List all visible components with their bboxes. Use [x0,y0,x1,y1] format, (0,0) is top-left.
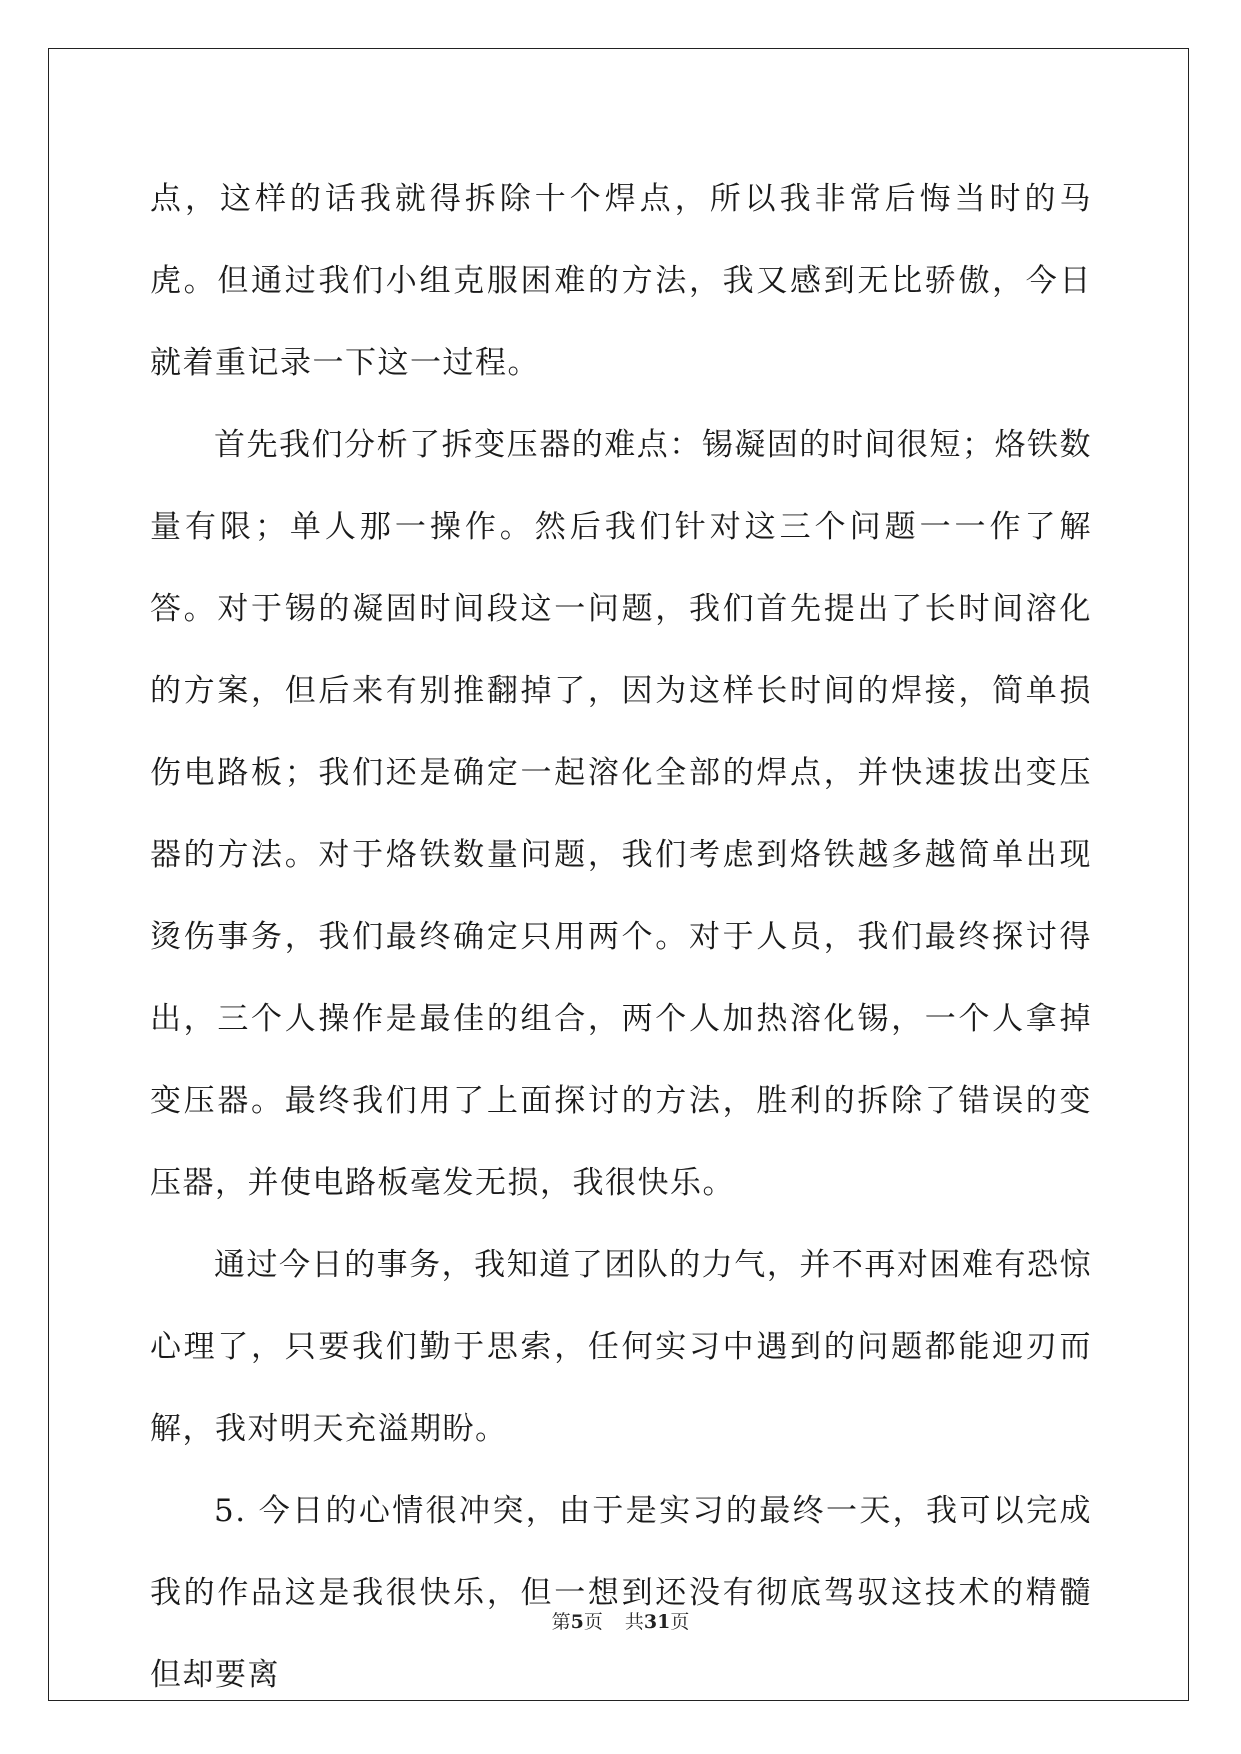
page-prefix: 第 [551,1611,571,1633]
page-number: 5 [570,1611,584,1633]
paragraph: 首先我们分析了拆变压器的难点：锡凝固的时间很短；烙铁数量有限；单人那一操作。然后我们针对这三个问题一一作了解答。对于锡的凝固时间段这一问题，我们首先提出了长时间溶化的方案，但后来有别推翻掉了，因为这样长时间的焊接，简单损伤电路板；我们还是确定一起溶化全部的焊点，并快速拔出变压器的方法。对于烙铁数量问题，我们考虑到烙铁越多越简单出现烫伤事务，我们最终确定只用两个。对于人员，我们最终探讨得出，三个人操作是最佳的组合，两个人加热溶化锡，一个人拿掉变压器。最终我们用了上面探讨的方法，胜利的拆除了错误的变压器，并使电路板毫发无损，我很快乐。 [150,427,1092,1201]
total-pages: 31 [643,1611,671,1633]
total-suffix: 页 [670,1611,690,1633]
total-prefix: 共 [624,1611,644,1633]
page-footer [0,1607,1241,1634]
document-body [150,158,1092,1716]
page-suffix: 页 [583,1611,603,1633]
paragraph: 通过今日的事务，我知道了团队的力气，并不再对困难有恐惊心理了，只要我们勤于思索，任何实习中遇到的问题都能迎刃而解，我对明天充溢期盼。 [150,1247,1092,1447]
paragraph: 5. 今日的心情很冲突，由于是实习的最终一天，我可以完成我的作品这是我很快乐，但一想到还没有彻底驾驭这技术的精髓但却要离 [150,1493,1092,1693]
paragraph: 点，这样的话我就得拆除十个焊点，所以我非常后悔当时的马虎。但通过我们小组克服困难的方法，我又感到无比骄傲，今日就着重记录一下这一过程。 [150,181,1092,381]
